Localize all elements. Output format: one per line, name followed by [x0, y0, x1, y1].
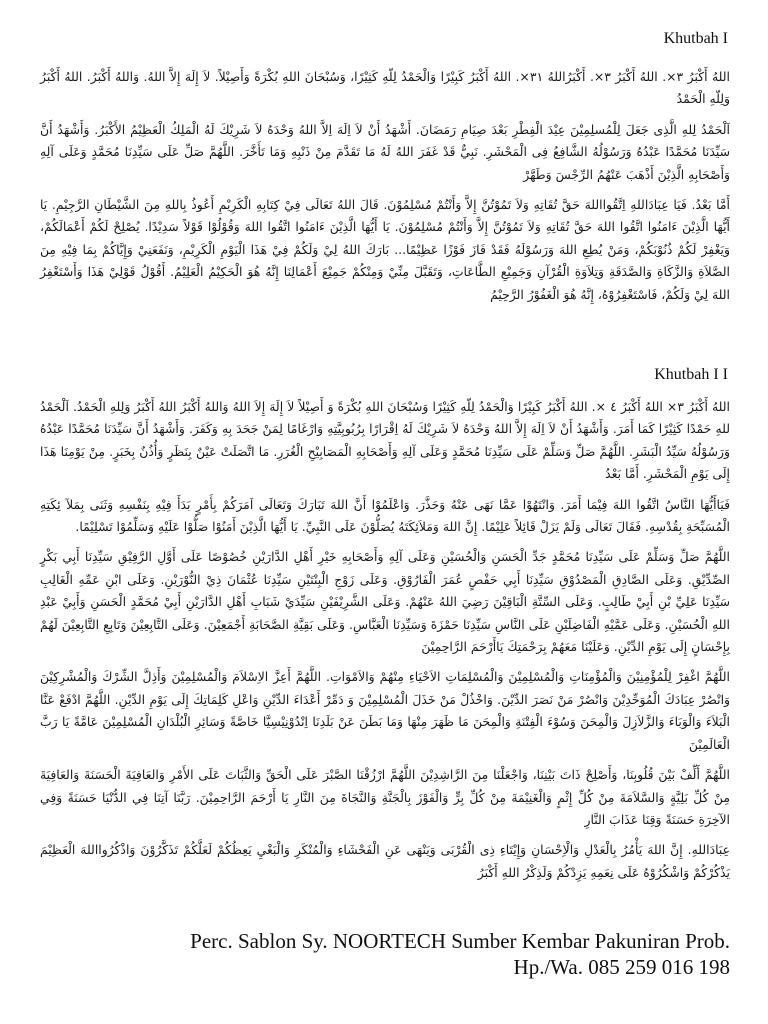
printer-phone: Hp./Wa. 085 259 016 198 [513, 955, 730, 979]
printer-name: Perc. Sablon Sy. NOORTECH Sumber Kembar Pakuniran Prob. [190, 929, 730, 953]
khutbah-2-paragraph-doa-ampunan: اللَّهُمَّ اغْفِرْ لِلْمُؤْمِنِيْنَ وَالْمُؤْمِنَاتِ وَالْمُسْلِمِيْنَ وَالْمُسْلِمَاتِ الاَحْيَاءِ مِنْهُمْ وَالاَمْوَاتِ. اللَّهُمَّ أَعِزَّ الاِسْلاَمَ وَالْمُسْلِمِيْنَ وَأَذِلَّ الشِّرْكَ وَالْمُشْرِكِيْنَ وَانْصُرْ عِبَادَكَ الْمُوَحِّدِيْنَ وَانْصُرْ مَنْ نَصَرَ الدِّيْنَ. وَاخْذُلْ مَنْ خَذَلَ الْمُسْلِمِيْنَ وَ دَمِّرْ أَعْدَاءَ الدِّيْنِ وَاعْلِ كَلِمَاتِكَ إِلَى يَوْمِ الدِّيْنِ. اللَّهُمَّ ادْفَعْ عَنَّا الْبَلاَءَ وَالْوَبَاءَ وَالزَّلاَزِلَ وَالْمِحَنَ وَسُوْءَ الْفِتْنَةِ وَالْمِحَنَ مَا ظَهَرَ مِنْهَا وَمَا بَطَنَ عَنْ بَلَدِنَا اِنْدُوْنِيْسِيَّا خَاصَّةً وَسَائِرِ الْبُلْدَانِ الْمُسْلِمِيْنَ عَامَّةً يَا رَبَّ الْعَالَمِيْنَ [40, 669, 730, 752]
khutbah-1-paragraph-hamdalah: اَلْحَمْدُ لِلهِ الَّذِى جَعَلَ لِلْمُسلِمِيْنَ عِيْدَ الْفِطْرِ بَعْدَ صِيَامِ رَمَضَانَ. أَشْهَدُ أَنْ لاَ اِلَهَ اِلاَّ اللهُ وَحْدَهُ لاَ شَرِيْكَ لَهُ الْمَلِكُ الْعَظِيْمُ الأَكْبَرُ. وَأَشْهَدُ أَنَّ سَيِّدَنَا مُحَمَّدًا عَبْدُهُ وَرَسُوْلُهُ الشَّافِعُ فِى الْمَحْشَرِ. نَبِيٌّ قَدْ غَفَرَ اللهُ لَهُ مَا تَقَدَّمَ مِنْ ذَنْبِهِ وَمَا تَأَخَّرَ. اللَّهُمَّ صَلِّ عَلَى سَيِّدِنَا مُحَمَّدٍ وَعَلَى آلِهِ وَأَصْحَابِهِ الَّذِيْنَ أَذْهَبَ عَنْهُمُ الرِّجْسَ وَطَهَّرْ [40, 121, 730, 182]
khutbah-1-paragraph-takbir: اللهُ أَكْبَرُ ٣×. اللهُ أَكْبَرُ ٣×. أَكْبَرُاللهُ ٣١×. اللهُ أَكْبَرُ كَبِيْرًا وَالْحَمْدُ لِلّهِ كَثِيْرًا، وَسُبْحَانَ اللهِ بُكْرَةً وَأَصِيْلاً. لاَ إِلَهَ إِلاَّ اللهُ. وَاللهُ أَكْبَرُ. اللهُ أَكْبَرُ وَلِلّهِ الْحَمْدُ [40, 69, 730, 107]
khutbah-2-paragraph-penutup: عِبَادَاللهِ. إِنَّ اللهَ يَأْمُرُ بِالْعَدْلِ وَالْاِحْسَانِ وَإِيْتَاءِ ذِى الْقُرْبَى وَيَنْهَى عَنِ الْفَحْشَاءِ وَالْمُنْكَرِ وَالْبَغْيِ يَعِظُكُمْ لَعَلَّكُمْ تَذَكَّرُوْنَ وَاذْكُرُوااللهَ الْعَظِيْمَ يَذْكُرْكُمْ وَاشْكُرُوْهُ عَلَى نِعَمِهِ يَزِدْكُمْ وَلَذِكْرُ اللهِ أَكْبَرُ [40, 842, 730, 880]
khutbah-1-paragraph-wasiat: أَمَّا بَعْدُ. فَيَا عِبَادَاللهِ اِتَّقُوااللهَ حَقَّ تُقَاتِهِ وَلاَ تَمُوْتُنَّ إِلاَّ وَأَنْتُمْ مُسْلِمُوْنَ. قَالَ اللهُ تَعَالَى فِيْ كِتَابِهِ الْكَرِيْمِ أَعُوذُ بِاللهِ مِنَ الشَّيْطَانِ الرَّجِيْمِ. يَا أَيُّهَا الَّذِيْنَ ءَامَنُوا اتَّقُوا اللهَ حَقَّ تُقَاتِهِ وَلاَ تَمُوْتُنَّ إِلاَّ وَأَنْتُمْ مُسْلِمُوْنَ. يَا أَيُّهَا الَّذِيْنَ ءَامَنُوا اتَّقُوا اللهَ وَقُوْلُوْا قَوْلاً سَدِيْدًا. يُصْلِحْ لَكُمْ أَعْمَالَكُمْ، وَيَغْفِرْ لَكُمْ ذُنُوْبَكُمْ، وَمَنْ يُطِعِ اللهَ وَرَسُوْلَهُ فَقَدْ فَازَ فَوْزًا عَظِيْمًا... بَارَكَ اللهُ لِيْ وَلَكُمْ فِيْ هَذَا الْيَوْمِ الْكَرِيْمِ، وَنَفَعَنِيْ وَإِيَّاكُمْ بِمَا فِيْهِ مِنَ الصَّلاَةِ وَالزَّكَاةِ وَالصَّدَقَةِ وَتِلاَوَةِ الْقُرْآنِ وَجَمِيْعِ الطَّاعَاتِ، وَتَقَبَّلَ مِنِّيْ وَمِنْكُمْ جَمِيْعَ أَعْمَالِنَا إِنَّهُ هُوَ الْحَكِيْمُ الْعَلِيْمُ. أَقُوْلُ قَوْلِيْ هَذَا وَأَسْتَغْفِرُ اللهَ لِيْ وَلَكُمْ، فَاسْتَغْفِرُوْهُ، إِنَّهُ هُوَ الْغَفُوْرُ الرَّحِيْمُ [40, 197, 730, 302]
khutbah-2-paragraph-doa-persatuan: اللَّهُمَّ أَلِّفْ بَيْنَ قُلُوبِنَا، وَأَصْلِحْ ذَاتَ بَيْنِنَا، وَاجْعَلْنَا مِنَ الرَّاشِدِيْنَ اللَّهُمَّ ارْزُقْنَا الصَّبْرَ عَلَى الْحَقِّ وَالثَّبَاتَ عَلَى الأَمْرِ وَالعَافِيَةَ الْحَسَنَةَ وَالعَافِيَةَ مِنْ كُلِّ بَلِيَّةٍ وَالسَّلاَمَةَ مِنْ كُلِّ إِثْمٍ وَالْغَنِيْمَةَ مِنْ كُلِّ بِرٍّ وَالْفَوْزَ بِالْجَنَّةِ وَالنَّجَاةَ مِنَ النَّارِ يَا أَرْحَمَ الرَّاحِمِيْنَ. رَبَّنَا آتِنَا فِي الدُّنْيَا حَسَنَةً وَفِي الآخِرَةِ حَسَنَةً وَقِنَا عَذَابَ النَّارِ [40, 767, 730, 827]
khutbah-1-body [40, 66, 730, 314]
khutbah-2-paragraph-taqwa: فَيَاأَيُّهَا النَّاسُ اتَّقُوا اللهَ فِيْمَا أَمَرَ. وَانْتَهُوْا عَمَّا نَهَى عَنْهُ وَحَذَّرَ. وَاعْلَمُوْا أَنَّ اللهَ تَبَارَكَ وَتَعَالَى اَمَرَكُمْ بِأَمْرٍ بَدَأَ فِيْهِ بِنَفْسِهِ وَثَنَى بِمَلآ ئِكَتِهِ الْمُسَبِّحَةِ بِقُدْسِهِ. فَقَالَ تَعَالَى وَلَمْ يَزَلْ قَائِلاً عَلِيْمًا. إِنَّ اللهَ وَمَلاَئِكَتَهُ يُصَلُّوْنَ عَلَى النَّبِيِّ. يَا أَيُّهَا الَّذِيْنَ أَمَنُوْا صَلُّوْا عَلَيْهِ وَسَلِّمُوْا تَسْلِيْمًا. [40, 496, 730, 535]
khutbah-2-heading: Khutbah I I [654, 366, 728, 383]
khutbah-1-heading: Khutbah I [663, 30, 728, 47]
khutbah-2-paragraph-takbir: اللهُ أَكْبَرُ ٣× اللهُ أَكْبَرُ ٤ ×. اللهُ أَكْبَرُ كَبِيْرًا وَالْحَمْدُ لِلّهِ كَثِيْرًا وَسُبْحَانَ اللهِ بُكْرَةً وَ أَصِيْلاً لاَ إِلَهَ إِلاَ اللهُ وَاللهُ أَكْبَرُ اللهُ أَكْبَرُ وَلِلهِ الْحَمْدُ. اَلْحَمْدُ للهِ حَمْدًا كَثِيْرًا كَمَا أَمَرَ. وَأَشْهَدُ أَنْ لاَ اِلَهَ إِلاَّ اللهُ وَحْدَهُ لاَ شَرِيْكَ لَهُ اِقْرَارًا بِرُبُوبِيَّتِهِ وَارْغَامًا لِمَنْ جَحَدَ بِهِ وَكَفَرَ. وَأَشْهَدُ أَنَّ سَيِّدَنَا مُحَمَّدًا عَبْدُهُ وَرَسُوْلُهُ سَيِّدُ الْبَشَرِ. اللَّهُمَّ صَلِّ وَسَلِّمْ عَلَى سَيِّدِنَا مُحَمَّدٍ وَعَلَى آلِهِ وَأَصْحَابِهِ الْمَصَابِيْحِ الْغُرَرِ. مَا اتَّصَلَتْ عَيْنٌ بِنَظَرٍ وَأُذُنٌ بِخَبَرٍ. مِنْ يَوْمِنَا هَذَا إِلَى يَوْمِ الْمَحْشَرِ. أَمَّا بَعْدُ [40, 399, 730, 482]
printer-footer [190, 928, 730, 980]
khutbah-2-body [40, 396, 730, 892]
khutbah-2-paragraph-shalawat: اللَّهُمَّ صَلِّ وَسَلِّمْ عَلَى سَيِّدِنَا مُحَمَّدٍ جَدِّ الْحَسَنِ وَالْحُسَيْنِ وَعَلَى آلِهِ وَأَصْحَابِهِ خَيْرِ أَهْلِ الدَّارَيْنِ خُصُوْصًا عَلَى أَوَّلِ الرَّفِيْقِ سَيِّدِنَا أَبِي بَكْرٍ الصِّدِّيْقِ. وَعَلَى الصَّادِقِ الْمَصْدُوْقِ سَيِّدِنَا أَبِي حَفْصٍ عُمَرَ الْفَارُوْقِ. وَعَلَى زَوْجِ الْبِنْتَيْنِ سَيِّدِنَا عُثْمَانَ ذِيْ النُّوْرَيْنِ. وَعَلَى ابْنِ عَمِّهِ الْغَالِبِ سَيِّدِنَا عَلِيِّ بْنِ أَبِيْ طَالِبٍ. وَعَلَى السِّتَّةِ الْبَاقِيْنَ رَضِيَ اللهُ عَنْهُمْ. وَعَلَى الشَّرِيْفَيْنِ سَيِّدَيْ شَبَابِ أَهْلِ الدَّارَيْنِ أَبِيْ مُحَمَّدٍ الْحَسَنِ وَأَبِيْ عَبْدِ اللهِ الْحُسَيْنِ. وَعَلَى عَمَّيْهِ الْفَاضِلَيْنِ عَلَى النَّاسِ سَيِّدِنَا حَمْزَةَ وَسَيِّدِنَا الْعَبَّاسِ. وَعَلَى بَقِيَّةِ الصَّحَابَةِ أَجْمَعِيْنَ. وَعَلَى التَّابِعِيْنَ وَتَابِعِ التَّابِعِيْنَ لَهُمْ بِإِحْسَانٍ إِلَى يَوْمِ الدِّيْنِ. وَعَلَيْنَا مَعَهُمْ بِرَحْمَتِكَ يَاأَرْحَمَ الرَّاحِمِيْنَ [40, 549, 730, 655]
